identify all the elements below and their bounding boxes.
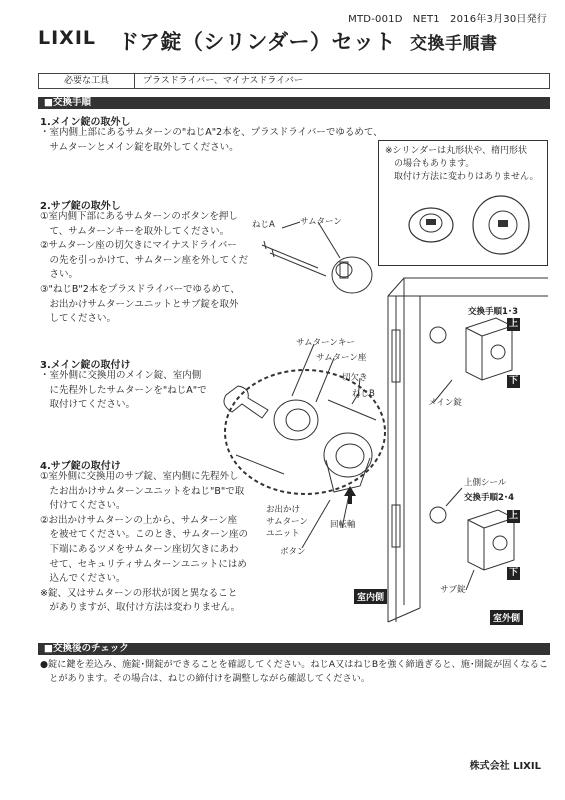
text-line: してください。 <box>40 313 117 325</box>
text-line: を被せてください。このとき、サムターン座の <box>40 529 248 541</box>
label-up-main: 上 <box>508 319 518 329</box>
label-down-main: 下 <box>508 376 518 386</box>
step1-heading: 1.メイン錠の取外し <box>40 117 131 128</box>
text-line: 取付けてください。 <box>40 399 136 411</box>
text-line: ②お出かけサムターンの上から、サムターン座 <box>40 514 238 526</box>
text-line: ※錠、又はサムターンの形状が図と異なること <box>40 587 238 599</box>
text-line: サムターン <box>266 517 308 527</box>
label-indoor-side: 室内側 <box>354 589 387 604</box>
text-line: に先程外したサムターンを"ねじA"で <box>40 384 207 396</box>
step3-heading: 3.メイン錠の取付け <box>40 360 131 371</box>
label-outdoor-side: 室外側 <box>490 610 523 625</box>
label-thumbturn-key: サムターンキー <box>296 338 355 348</box>
text-line: サムターンとメイン錠を取外してください。 <box>40 141 239 153</box>
title-main: ドア錠（シリンダー）セット <box>118 30 397 54</box>
text-line: ・室内側上部にあるサムターンの"ねじA"2本を、プラスドライバーでゆるめて、 <box>40 127 383 138</box>
text-line: ※シリンダーは丸形状や、楕円形状 <box>385 146 528 156</box>
label-thumbturn-seat: サムターン座 <box>316 353 367 363</box>
text-line: とがあります。その場合は、ねじの締付けを調整しながら確認してください。 <box>40 673 371 684</box>
text-line: の先を引っかけて、サムターン座を外してくだ <box>40 254 249 266</box>
company-name: 株式会社 LIXIL <box>469 761 541 772</box>
step4-heading: 4.サブ錠の取付け <box>40 461 121 472</box>
text-line: ③"ねじB"2本をプラスドライバーでゆるめて、 <box>40 283 240 295</box>
text-line: ・室外側に交換用のメイン錠、室内側 <box>40 370 202 381</box>
label-thumbturn: サムターン <box>300 217 342 227</box>
title-sub: 交換手順書 <box>410 34 498 54</box>
lixil-logo: LIXIL <box>38 27 97 49</box>
text-line: たお出かけサムターンユニットをねじ"B"で取 <box>40 485 245 497</box>
label-button: ボタン <box>280 547 306 557</box>
label-outing-unit <box>266 504 308 540</box>
label-notch: 切欠き <box>342 373 368 383</box>
text-line: さい。 <box>40 269 79 281</box>
text-line: ①室内側下部にあるサムターンのボタンを押し <box>40 211 238 222</box>
text-line: 取付け方法に変わりはありません。 <box>385 172 539 182</box>
section-check-header: ■交換後のチェック <box>38 643 550 655</box>
step2-heading: 2.サブ錠の取外し <box>40 201 121 212</box>
text-line: て、サムターンキーを取外してください。 <box>40 225 230 237</box>
text-line: 込んでください。 <box>40 573 126 585</box>
text-line: がありますが、取付け方法は変わりません。 <box>40 602 241 614</box>
text-line: ユニット <box>266 529 300 539</box>
label-step13: 交換手順1･3 <box>468 307 519 317</box>
text-line: ②サムターン座の切欠きにマイナスドライバー <box>40 240 237 252</box>
label-screw-a: ねじA <box>252 220 275 230</box>
document-number: MTD-001D NET1 2016年3月30日発行 <box>348 14 547 25</box>
section-procedure-header: ■交換手順 <box>38 97 550 109</box>
text-line: せて、セキュリティサムターンユニットにはめ <box>40 558 247 570</box>
label-up-sub: 上 <box>508 511 518 521</box>
label-down-sub: 下 <box>508 568 518 578</box>
text-line: ①室外側に交換用のサブ錠、室内側に先程外し <box>40 471 239 482</box>
tools-value: プラスドライバー、マイナスドライバー <box>143 76 303 86</box>
label-step24: 交換手順2･4 <box>464 493 515 503</box>
label-rotation-axis: 回転軸 <box>330 520 356 530</box>
label-top-seal: 上側シール <box>464 478 507 488</box>
label-main-lock: メイン錠 <box>428 398 462 408</box>
text-line: ●錠に鍵を差込み、施錠･開錠ができることを確認してください。ねじA又はねじBを強く締過ぎると、施･開錠が固くなるこ <box>40 659 549 670</box>
text-line: 下端にあるツメをサムターン座切欠きにあわ <box>40 543 239 555</box>
text-line: 付けてください。 <box>40 500 126 512</box>
text-line: の場合もあります。 <box>385 159 475 169</box>
label-sub-lock: サブ錠 <box>440 585 466 595</box>
text-line: お出かけ <box>266 505 301 515</box>
label-screw-b: ねじB <box>352 389 375 399</box>
check-text <box>40 658 552 686</box>
text-line: お出かけサムターンユニットとサブ錠を取外 <box>40 298 239 310</box>
tools-label: 必要な工具 <box>39 74 135 88</box>
